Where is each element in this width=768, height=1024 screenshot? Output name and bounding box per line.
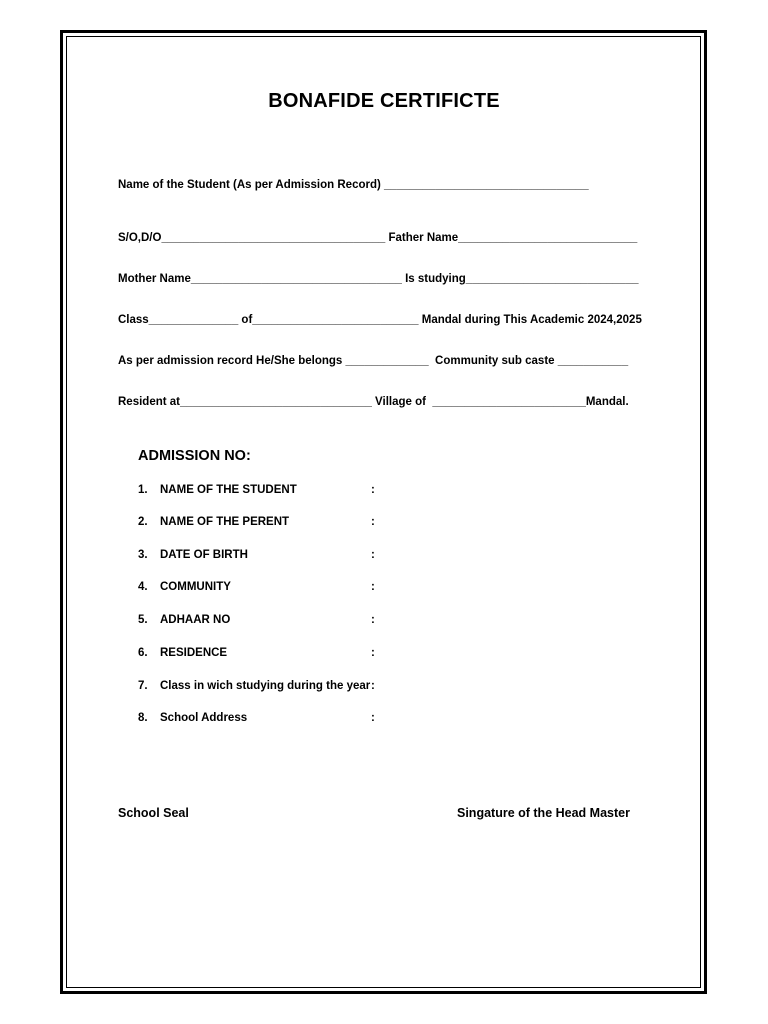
item-number: 3. <box>138 549 148 561</box>
item-colon: : <box>371 581 375 593</box>
item-number: 8. <box>138 712 148 724</box>
mother-name-line: Mother Name_________________________________ Is studying___________________________ <box>118 273 639 285</box>
item-colon: : <box>371 614 375 626</box>
item-number: 7. <box>138 680 148 692</box>
list-item <box>138 712 247 724</box>
school-seal-label: School Seal <box>118 806 189 820</box>
item-number: 4. <box>138 581 148 593</box>
resident-line: Resident at______________________________ Village of ________________________Mandal. <box>118 396 629 408</box>
list-item <box>138 581 231 593</box>
item-colon: : <box>371 647 375 659</box>
item-label: ADHAAR NO <box>160 614 231 626</box>
admission-no-heading: ADMISSION NO: <box>138 448 251 464</box>
list-item <box>138 549 248 561</box>
list-item <box>138 614 230 626</box>
item-label: Class in wich studying during the year <box>160 680 371 692</box>
list-item <box>138 647 227 659</box>
item-number: 2. <box>138 516 148 528</box>
item-label: DATE OF BIRTH <box>160 549 248 561</box>
item-label: COMMUNITY <box>160 581 231 593</box>
item-colon: : <box>371 516 375 528</box>
list-item <box>138 484 297 496</box>
list-item <box>138 516 289 528</box>
item-label: RESIDENCE <box>160 647 228 659</box>
item-colon: : <box>371 712 375 724</box>
community-line: As per admission record He/She belongs _____________ Community sub caste ___________ <box>118 355 629 367</box>
item-label: NAME OF THE PERENT <box>160 516 290 528</box>
item-number: 5. <box>138 614 148 626</box>
item-label: NAME OF THE STUDENT <box>160 484 297 496</box>
page-border <box>60 30 707 994</box>
item-colon: : <box>371 680 375 692</box>
item-number: 1. <box>138 484 148 496</box>
item-number: 6. <box>138 647 148 659</box>
student-name-line: Name of the Student (As per Admission Record) ________________________________ <box>118 179 589 191</box>
item-colon: : <box>371 484 375 496</box>
head-master-signature-label: Singature of the Head Master <box>457 806 630 820</box>
list-item <box>138 680 370 692</box>
item-colon: : <box>371 549 375 561</box>
class-line: Class______________ of__________________________ Mandal during This Academic 2024,2025 <box>118 314 642 326</box>
parent-name-line: S/O,D/O___________________________________ Father Name____________________________ <box>118 232 638 244</box>
certificate-title: BONAFIDE CERTIFICTE <box>268 90 500 112</box>
item-label: School Address <box>160 712 248 724</box>
